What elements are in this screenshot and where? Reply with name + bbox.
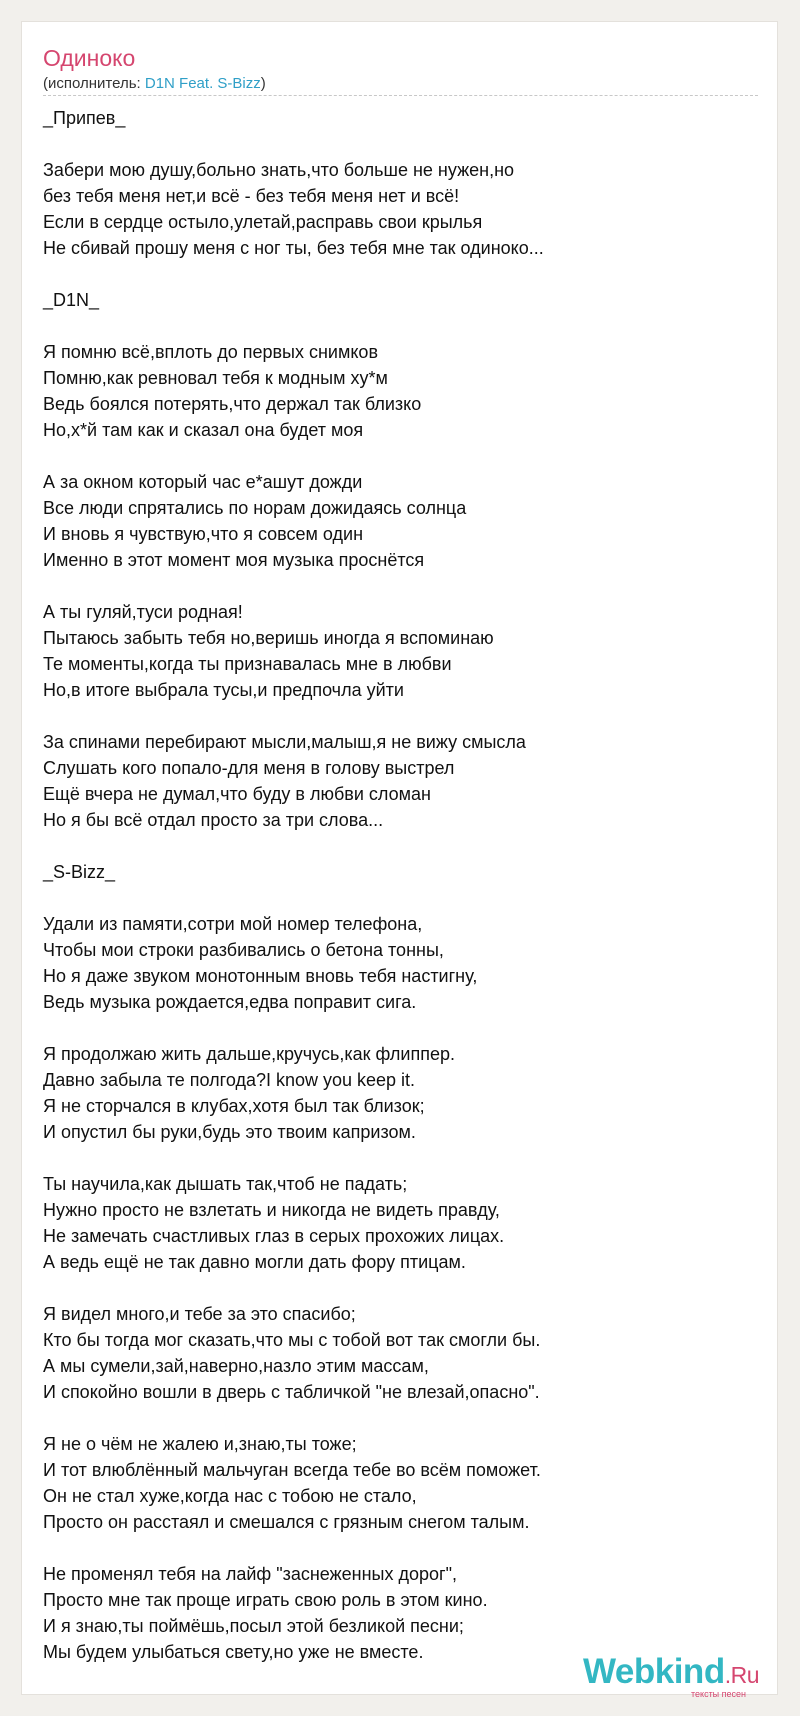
lyrics-line: Давно забыла те полгода?I know you keep it. [43,1070,416,1090]
lyrics-line: Но я даже звуком монотонным вновь тебя настигну, [43,966,478,986]
title-divider [43,95,758,96]
lyrics-line: Ещё вчера не думал,что буду в любви сломан [43,784,431,804]
lyrics-line: Все люди спрятались по норам дожидаясь солнца [43,498,467,518]
lyrics-line: Помню,как ревновал тебя к модным ху*м [43,368,388,388]
lyrics-line: Не замечать счастливых глаз в серых прохожих лицах. [43,1226,505,1246]
lyrics-blank-line [43,703,763,729]
lyrics-text [43,105,763,1665]
lyrics-blank-line [43,1145,763,1171]
lyrics-line: Удали из памяти,сотри мой номер телефона, [43,914,423,934]
lyrics-line: Ведь музыка рождается,едва поправит сига. [43,992,417,1012]
lyrics-blank-line [43,1535,763,1561]
lyrics-line: без тебя меня нет,и всё - без тебя меня нет и всё! [43,186,460,206]
lyrics-line: Пытаюсь забыть тебя но,веришь иногда я вспоминаю [43,628,494,648]
lyrics-line: Ты научила,как дышать так,чтоб не падать; [43,1174,408,1194]
artist-line [43,74,266,94]
lyrics-line: А за окном который час е*ашут дожди [43,472,363,492]
lyrics-line: Я продолжаю жить дальше,кручусь,как флиппер. [43,1044,455,1064]
lyrics-line: Не променял тебя на лайф "заснеженных дорог", [43,1564,457,1584]
artist-suffix: ) [260,75,266,92]
lyrics-line: Именно в этот момент моя музыка проснётся [43,550,425,570]
lyrics-line: И опустил бы руки,будь это твоим капризом. [43,1122,416,1142]
lyrics-line: _Припев_ [43,108,126,128]
lyrics-line: Мы будем улыбаться свету,но уже не вместе. [43,1642,424,1662]
lyrics-line: Но я бы всё отдал просто за три слова... [43,810,384,830]
lyrics-line: Я не сторчался в клубах,хотя был так близок; [43,1096,425,1116]
lyrics-line: Забери мою душу,больно знать,что больше не нужен,но [43,160,515,180]
lyrics-line: И тот влюблённый мальчуган всегда тебе во всём поможет. [43,1460,541,1480]
lyrics-blank-line [43,833,763,859]
lyrics-line: Кто бы тогда мог сказать,что мы с тобой вот так смогли бы. [43,1330,541,1350]
lyrics-line: Чтобы мои строки разбивались о бетона тонны, [43,940,444,960]
lyrics-line: Я видел много,и тебе за это спасибо; [43,1304,356,1324]
lyrics-blank-line [43,261,763,287]
lyrics-line: Он не стал хуже,когда нас с тобою не стало, [43,1486,417,1506]
lyrics-line: А ты гуляй,туси родная! [43,602,243,622]
artist-prefix: (исполнитель: [43,75,145,92]
logo-tagline: тексты песен [691,1689,747,1699]
lyrics-line: Но,в итоге выбрала тусы,и предпочла уйти [43,680,404,700]
logo-tld: .Ru [724,1662,759,1688]
lyrics-line: Ведь боялся потерять,что держал так близко [43,394,422,414]
lyrics-line: А ведь ещё не так давно могли дать фору птицам. [43,1252,466,1272]
lyrics-line: Не сбивай прошу меня с ног ты, без тебя мне так одиноко... [43,238,544,258]
song-title: Одиноко [43,45,136,71]
artist-link[interactable]: D1N Feat. S-Bizz [144,75,261,92]
lyrics-blank-line [43,573,763,599]
lyrics-blank-line [43,313,763,339]
lyrics-line: Нужно просто не взлетать и никогда не видеть правду, [43,1200,500,1220]
lyrics-line: _D1N_ [43,290,100,310]
lyrics-blank-line [43,131,763,157]
lyrics-line: И я знаю,ты поймёшь,посыл этой безликой песни; [43,1616,464,1636]
logo-name: Webkind [583,1652,725,1691]
lyrics-blank-line [43,1015,763,1041]
lyrics-line: Но,х*й там как и сказал она будет моя [43,420,364,440]
lyrics-blank-line [43,1405,763,1431]
lyrics-blank-line [43,443,763,469]
lyrics-line: За спинами перебирают мысли,малыш,я не вижу смысла [43,732,526,752]
content-card [21,21,778,1699]
lyrics-line: И вновь я чувствую,что я совсем один [43,524,364,544]
lyrics-line: Я не о чём не жалею и,знаю,ты тоже; [43,1434,357,1454]
lyrics-line: И спокойно вошли в дверь с табличкой "не влезай,опасно". [43,1382,540,1402]
lyrics-line: _S-Bizz_ [43,862,116,882]
lyrics-line: Те моменты,когда ты признавалась мне в любви [43,654,452,674]
lyrics-line: Просто он расстаял и смешался с грязным снегом талым. [43,1512,530,1532]
lyrics-line: Я помню всё,вплоть до первых снимков [43,342,379,362]
lyrics-line: Если в сердце остыло,улетай,расправь свои крылья [43,212,483,232]
site-logo[interactable] [583,1652,783,1702]
lyrics-line: Слушать кого попало-для меня в голову выстрел [43,758,455,778]
lyrics-blank-line [43,1275,763,1301]
lyrics-line: Просто мне так проще играть свою роль в этом кино. [43,1590,488,1610]
lyrics-blank-line [43,885,763,911]
lyrics-line: А мы сумели,зай,наверно,назло этим массам, [43,1356,429,1376]
